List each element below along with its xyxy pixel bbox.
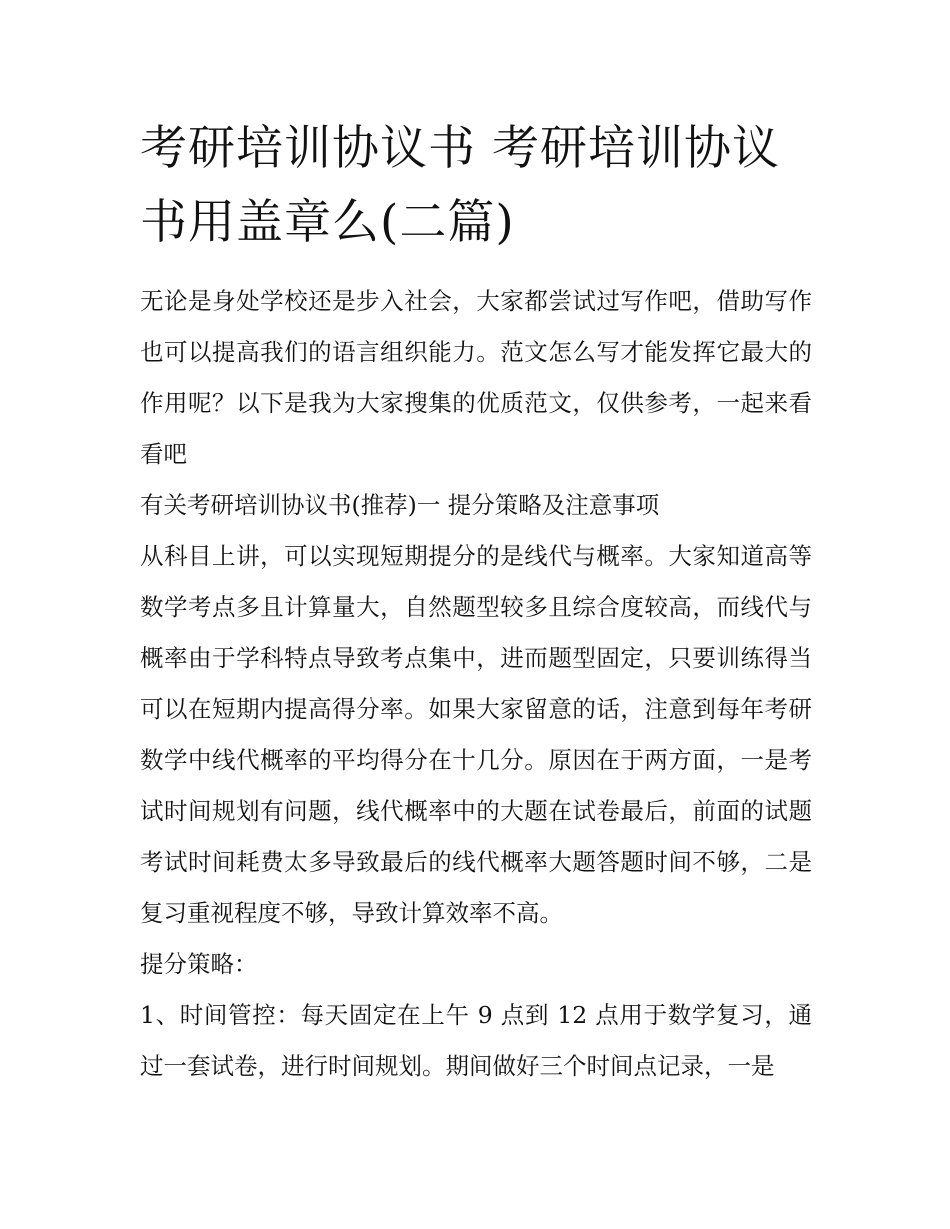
body-paragraph: 从科目上讲，可以实现短期提分的是线代与概率。大家知道高等数学考点多且计算量大，自然题型较多且综合度较高，而线代与概率由于学科特点导致考点集中，进而题型固定，只要训练得当可以在短期内提高得分率。如果大家留意的话，注意到每年考研数学中线代概率的平均得分在十几分。原因在于两方面，一是考试时间规划有问题，线代概率中的大题在试卷最后，前面的试题考试时间耗费太多导致最后的线代概率大题答题时间不够，二是复习重视程度不够，导致计算效率不高。 [140, 542, 812, 927]
strategy-item-1: 1、时间管控：每天固定在上午 9 点到 12 点用于数学复习，通过一套试卷，进行时间规划。期间做好三个时间点记录，一是 [140, 1001, 812, 1080]
strategy-heading: 提分策略： [140, 950, 258, 978]
document-title: 考研培训协议书 考研培训协议书用盖章么(二篇) [140, 121, 780, 250]
document-body [140, 112, 812, 1092]
intro-paragraph: 无论是身处学校还是步入社会，大家都尝试过写作吧，借助写作也可以提高我们的语言组织能力。范文怎么写才能发挥它最大的作用呢？以下是我为大家搜集的优质范文，仅供参考，一起来看看吧 [140, 287, 812, 468]
section-heading: 有关考研培训协议书(推荐)一 提分策略及注意事项 [140, 491, 660, 519]
